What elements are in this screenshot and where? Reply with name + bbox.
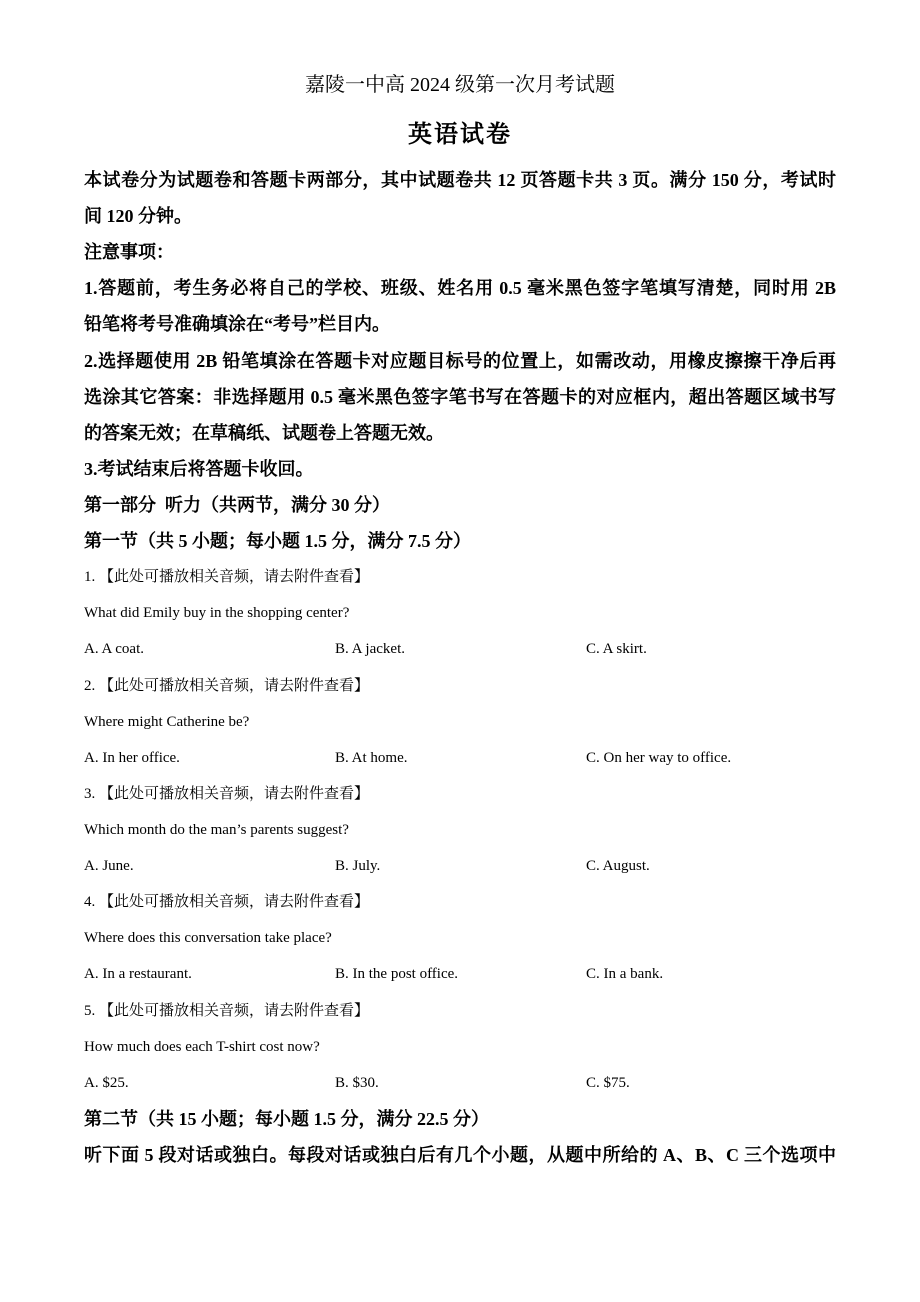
section2-intro: 听下面 5 段对话或独白。每段对话或独白后有几个小题，从题中所给的 A、B、C 三个选项中 xyxy=(84,1144,836,1165)
question-1-text: What did Emily buy in the shopping center? xyxy=(84,605,350,622)
note-1-line: 铅笔将考号准确填涂在“考号”栏目内。 xyxy=(84,314,390,335)
option-c: C. On her way to office. xyxy=(586,749,732,766)
note-2-line: 选涂其它答案：非选择题用 0.5 毫米黑色签字笔书写在答题卡的对应框内，超出答题区域书写 xyxy=(84,386,836,407)
option-a: A. June. xyxy=(84,858,134,875)
option-b: B. In the post office. xyxy=(335,966,459,983)
intro-line: 间 120 分钟。 xyxy=(84,206,192,227)
question-3-options xyxy=(84,848,836,884)
note-2-line: 的答案无效；在草稿纸、试题卷上答题无效。 xyxy=(84,422,444,443)
option-a: A. In her office. xyxy=(84,749,180,766)
exam-body xyxy=(84,162,836,1173)
intro-line: 本试卷分为试题卷和答题卡两部分，其中试题卷共 12 页答题卡共 3 页。满分 150 分，考试时 xyxy=(84,170,836,190)
option-c: C. $75. xyxy=(586,1074,630,1091)
option-b: B. At home. xyxy=(335,749,408,766)
option-c: C. A skirt. xyxy=(586,641,647,658)
note-2-line: 2.选择题使用 2B 铅笔填涂在答题卡对应题目标号的位置上，如需改动，用橡皮擦擦干净后再 xyxy=(84,350,836,371)
question-5-text: How much does each T-shirt cost now? xyxy=(84,1038,320,1055)
question-3-text: Which month do the man’s parents suggest? xyxy=(84,821,349,838)
subject-title: 英语试卷 xyxy=(408,122,512,148)
question-1-audio-note: 1. 【此处可播放相关音频，请去附件查看】 xyxy=(84,569,370,586)
question-2-audio-note: 2. 【此处可播放相关音频，请去附件查看】 xyxy=(84,677,370,694)
option-a: A. $25. xyxy=(84,1074,129,1091)
question-4-audio-note: 4. 【此处可播放相关音频，请去附件查看】 xyxy=(84,894,370,911)
notes-title: 注意事项： xyxy=(84,242,174,263)
option-b: B. A jacket. xyxy=(335,641,405,658)
question-5-options xyxy=(84,1065,836,1101)
question-3-audio-note: 3. 【此处可播放相关音频，请去附件查看】 xyxy=(84,785,370,802)
section2-title: 第二节（共 15 小题；每小题 1.5 分，满分 22.5 分） xyxy=(84,1108,489,1129)
option-b: B. July. xyxy=(335,858,381,875)
section1-title: 第一节（共 5 小题；每小题 1.5 分，满分 7.5 分） xyxy=(84,531,471,552)
question-2-options xyxy=(84,740,836,776)
question-5-audio-note: 5. 【此处可播放相关音频，请去附件查看】 xyxy=(84,1002,370,1019)
question-1-options xyxy=(84,631,836,667)
part1-title: 第一部分 听力（共两节，满分 30 分） xyxy=(84,494,390,515)
option-a: A. A coat. xyxy=(84,641,144,658)
exam-title: 嘉陵一中高 2024 级第一次月考试题 xyxy=(305,74,615,96)
question-2-text: Where might Catherine be? xyxy=(84,713,250,730)
option-a: A. In a restaurant. xyxy=(84,966,192,983)
option-c: C. In a bank. xyxy=(586,966,664,983)
note-3-line: 3.考试结束后将答题卡收回。 xyxy=(84,458,314,479)
note-1-line: 1.答题前，考生务必将自己的学校、班级、姓名用 0.5 毫米黑色签字笔填写清楚，同时用 2B xyxy=(84,278,836,299)
option-b: B. $30. xyxy=(335,1074,379,1091)
question-4-options xyxy=(84,956,836,992)
option-c: C. August. xyxy=(586,858,650,875)
question-4-text: Where does this conversation take place? xyxy=(84,930,332,947)
